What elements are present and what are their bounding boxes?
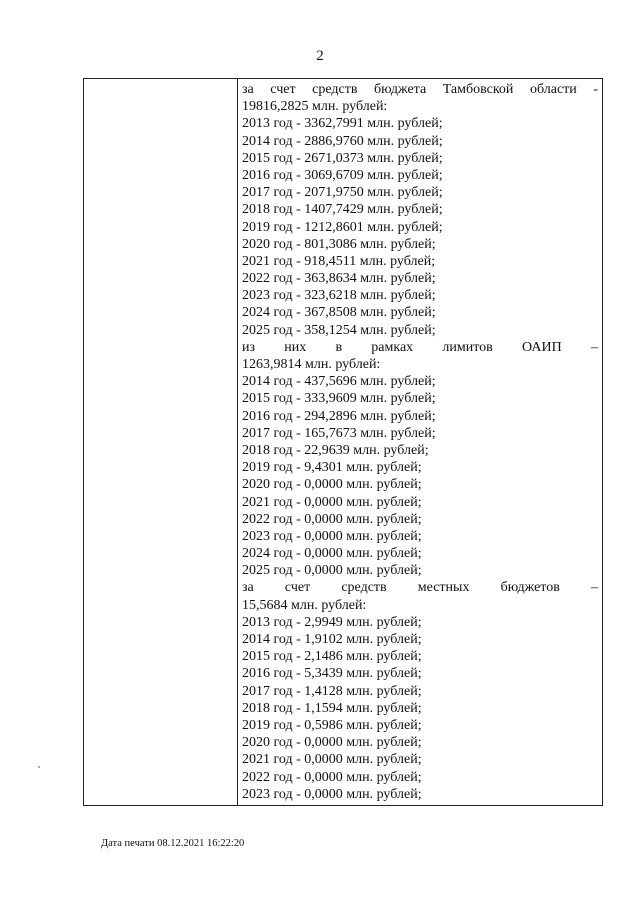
local-year-line: 2018 год - 1,1594 млн. рублей; xyxy=(242,700,422,716)
local-year-line: 2019 год - 0,5986 млн. рублей; xyxy=(242,717,422,733)
oaip-year-line: 2020 год - 0,0000 млн. рублей; xyxy=(242,477,422,493)
local-year-line: 2014 год - 1,9102 млн. рублей; xyxy=(242,632,422,647)
oaip-year-line: 2015 год - 333,9609 млн. рублей; xyxy=(242,391,436,407)
local-year-line: 2023 год - 0,0000 млн. рублей; xyxy=(242,786,422,802)
program-table xyxy=(83,78,603,806)
regional-year-line: 2013 год - 3362,7991 млн. рублей; xyxy=(242,116,443,132)
local-year-line: 2015 год - 2,1486 млн. рублей; xyxy=(242,649,422,665)
oaip-heading-word: лимитов xyxy=(442,339,493,355)
oaip-year-line: 2016 год - 294,2896 млн. рублей; xyxy=(242,408,436,424)
regional-heading-word: средств xyxy=(312,82,358,97)
table-right-column xyxy=(242,81,598,803)
local-heading-word: средств xyxy=(341,580,387,596)
oaip-year-line: 2017 год - 165,7673 млн. рублей; xyxy=(242,425,436,441)
local-year-line: 2017 год - 1,4128 млн. рублей; xyxy=(242,683,422,699)
regional-heading-word: Тамбовской xyxy=(442,82,514,97)
table-left-column xyxy=(84,79,238,805)
regional-year-line: 2014 год - 2886,9760 млн. рублей; xyxy=(242,133,443,149)
local-total: 15,5684 млн. рублей: xyxy=(242,597,367,613)
regional-total: 19816,2825 млн. рублей: xyxy=(242,99,388,115)
local-year-line: 2020 год - 0,0000 млн. рублей; xyxy=(242,735,422,751)
oaip-year-line: 2019 год - 9,4301 млн. рублей; xyxy=(242,460,422,476)
regional-heading-word: счет xyxy=(270,82,296,97)
regional-year-line: 2025 год - 358,1254 млн. рублей; xyxy=(242,322,436,338)
local-heading-word: за xyxy=(242,580,254,596)
local-heading-word: – xyxy=(590,580,598,596)
regional-year-line: 2021 год - 918,4511 млн. рублей; xyxy=(242,253,436,269)
regional-year-line: 2015 год - 2671,0373 млн. рублей; xyxy=(242,150,443,166)
local-heading-word: бюджетов xyxy=(500,580,560,596)
regional-heading-word: - xyxy=(593,82,598,97)
oaip-heading-word: ОАИП xyxy=(522,339,562,355)
regional-heading-word: бюджета xyxy=(373,82,427,97)
regional-year-line: 2018 год - 1407,7429 млн. рублей; xyxy=(242,202,443,218)
local-heading xyxy=(242,579,598,596)
regional-year-line: 2024 год - 367,8508 млн. рублей; xyxy=(242,305,436,321)
oaip-year-line: 2022 год - 0,0000 млн. рублей; xyxy=(242,511,422,527)
oaip-heading xyxy=(242,339,598,356)
page-number: 2 xyxy=(316,48,324,64)
regional-heading-word: за xyxy=(242,82,254,97)
oaip-year-line: 2021 год - 0,0000 млн. рублей; xyxy=(242,494,422,510)
local-heading-word: счет xyxy=(284,580,311,596)
regional-year-line: 2017 год - 2071,9750 млн. рублей; xyxy=(242,185,443,201)
oaip-heading-word: – xyxy=(590,339,598,355)
regional-heading-word: области xyxy=(529,82,577,97)
regional-year-line: 2016 год - 3069,6709 млн. рублей; xyxy=(242,167,443,183)
oaip-heading-word: них xyxy=(284,339,307,355)
oaip-total: 1263,9814 млн. рублей: xyxy=(242,357,381,372)
oaip-heading-word: рамках xyxy=(371,339,414,355)
regional-year-line: 2019 год - 1212,8601 млн. рублей; xyxy=(242,219,443,235)
local-heading-word: местных xyxy=(417,580,470,596)
regional-heading xyxy=(242,81,598,98)
print-date-footer: Дата печати 08.12.2021 16:22:20 xyxy=(101,838,245,849)
local-year-line: 2013 год - 2,9949 млн. рублей; xyxy=(242,614,422,630)
scan-speck xyxy=(38,766,40,768)
oaip-heading-word: в xyxy=(335,339,343,355)
regional-year-line: 2023 год - 323,6218 млн. рублей; xyxy=(242,288,436,304)
oaip-year-line: 2023 год - 0,0000 млн. рублей; xyxy=(242,528,422,544)
oaip-heading-word: из xyxy=(242,339,256,355)
oaip-year-line: 2024 год - 0,0000 млн. рублей; xyxy=(242,546,422,562)
oaip-year-line: 2014 год - 437,5696 млн. рублей; xyxy=(242,374,436,390)
regional-year-line: 2020 год - 801,3086 млн. рублей; xyxy=(242,236,436,252)
local-year-line: 2021 год - 0,0000 млн. рублей; xyxy=(242,752,422,768)
regional-year-line: 2022 год - 363,8634 млн. рублей; xyxy=(242,271,436,287)
local-year-line: 2022 год - 0,0000 млн. рублей; xyxy=(242,769,422,785)
oaip-year-line: 2018 год - 22,9639 млн. рублей; xyxy=(242,442,429,458)
oaip-year-line: 2025 год - 0,0000 млн. рублей; xyxy=(242,563,422,579)
local-year-line: 2016 год - 5,3439 млн. рублей; xyxy=(242,666,422,682)
